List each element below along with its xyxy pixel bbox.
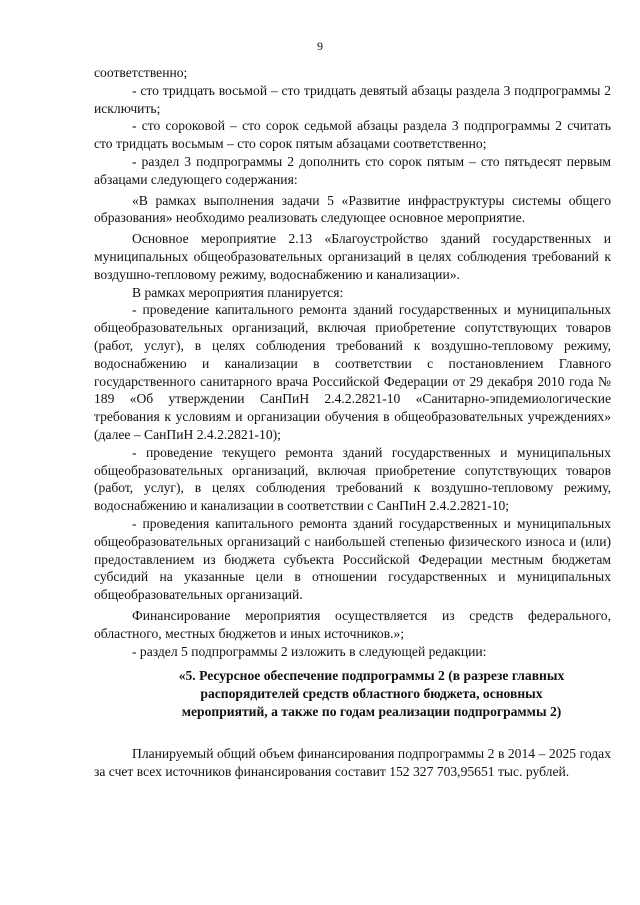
section-heading-line: мероприятий, а также по годам реализации подпрограммы 2) — [181, 704, 562, 720]
list-item: - проведение текущего ремонта зданий государственных и муниципальных общеобразовательных организаций, включая приобретение сопутствующих товаров (работ, услуг), в целях соблюдения требований к воздушно-тепловому режиму, водоснабжению и канализации в соответствии с СанПиН 2.4.2.2821-10; — [94, 444, 611, 514]
paragraph: соответственно; — [94, 65, 188, 80]
section-heading-line: распорядителей средств областного бюджета, основных — [200, 686, 543, 702]
paragraph: Финансирование мероприятия осуществляется из средств федерального, областного, местных бюджетов и иных источников.»; — [94, 607, 611, 641]
document-body — [94, 64, 611, 781]
section-heading-line: «5. Ресурсное обеспечение подпрограммы 2 (в разрезе главных — [178, 668, 565, 684]
list-item: - проведение капитального ремонта зданий государственных и муниципальных общеобразовательных организаций, включая приобретение сопутствующих товаров (работ, услуг), в целях соблюдения требований к воздушно-тепловому режиму, водоснабжению и канализации в соответствии с постановлением Главного государственного санитарного врача Российской Федерации от 29 декабря 2010 года № 189 «Об утверждении СанПиН 2.4.2.2821-10 «Санитарно-эпидемиологические требования к условиям и организации обучения в общеобразовательных учреждениях» (далее – СанПиН 2.4.2.2821-10); — [94, 302, 611, 442]
paragraph: «В рамках выполнения задачи 5 «Развитие инфраструктуры системы общего образования» необходимо реализовать следующее основное мероприятие. — [94, 192, 611, 226]
paragraph: - сто тридцать восьмой – сто тридцать девятый абзацы раздела 3 подпрограммы 2 исключить; — [94, 82, 611, 116]
paragraph: В рамках мероприятия планируется: — [132, 284, 344, 300]
paragraph: - сто сороковой – сто сорок седьмой абзацы раздела 3 подпрограммы 2 считать сто тридцать восьмым – сто сорок пятым абзацами соответственно; — [94, 118, 611, 152]
paragraph: Основное мероприятие 2.13 «Благоустройство зданий государственных и муниципальных общеобразовательных организаций в целях соблюдения требований к воздушно-тепловому режиму, водоснабжению и канализации». — [94, 231, 611, 282]
paragraph: - раздел 5 подпрограммы 2 изложить в следующей редакции: — [132, 643, 487, 659]
paragraph: Планируемый общий объем финансирования подпрограммы 2 в 2014 – 2025 годах за счет всех источников финансирования составит 152 327 703,95651 тыс. рублей. — [94, 746, 611, 780]
page-number: 9 — [317, 39, 323, 53]
paragraph: - раздел 3 подпрограммы 2 дополнить сто сорок пятым – сто пятьдесят первым абзацами следующего содержания: — [94, 153, 611, 187]
list-item: - проведения капитального ремонта зданий государственных и муниципальных общеобразовательных организаций с наибольшей степенью физического износа и (или) предоставлением из бюджета субъекта Российской Федерации местным бюджетам субсидий на указанные цели в отношении государственных и муниципальных общеобразовательных организаций. — [94, 515, 611, 603]
